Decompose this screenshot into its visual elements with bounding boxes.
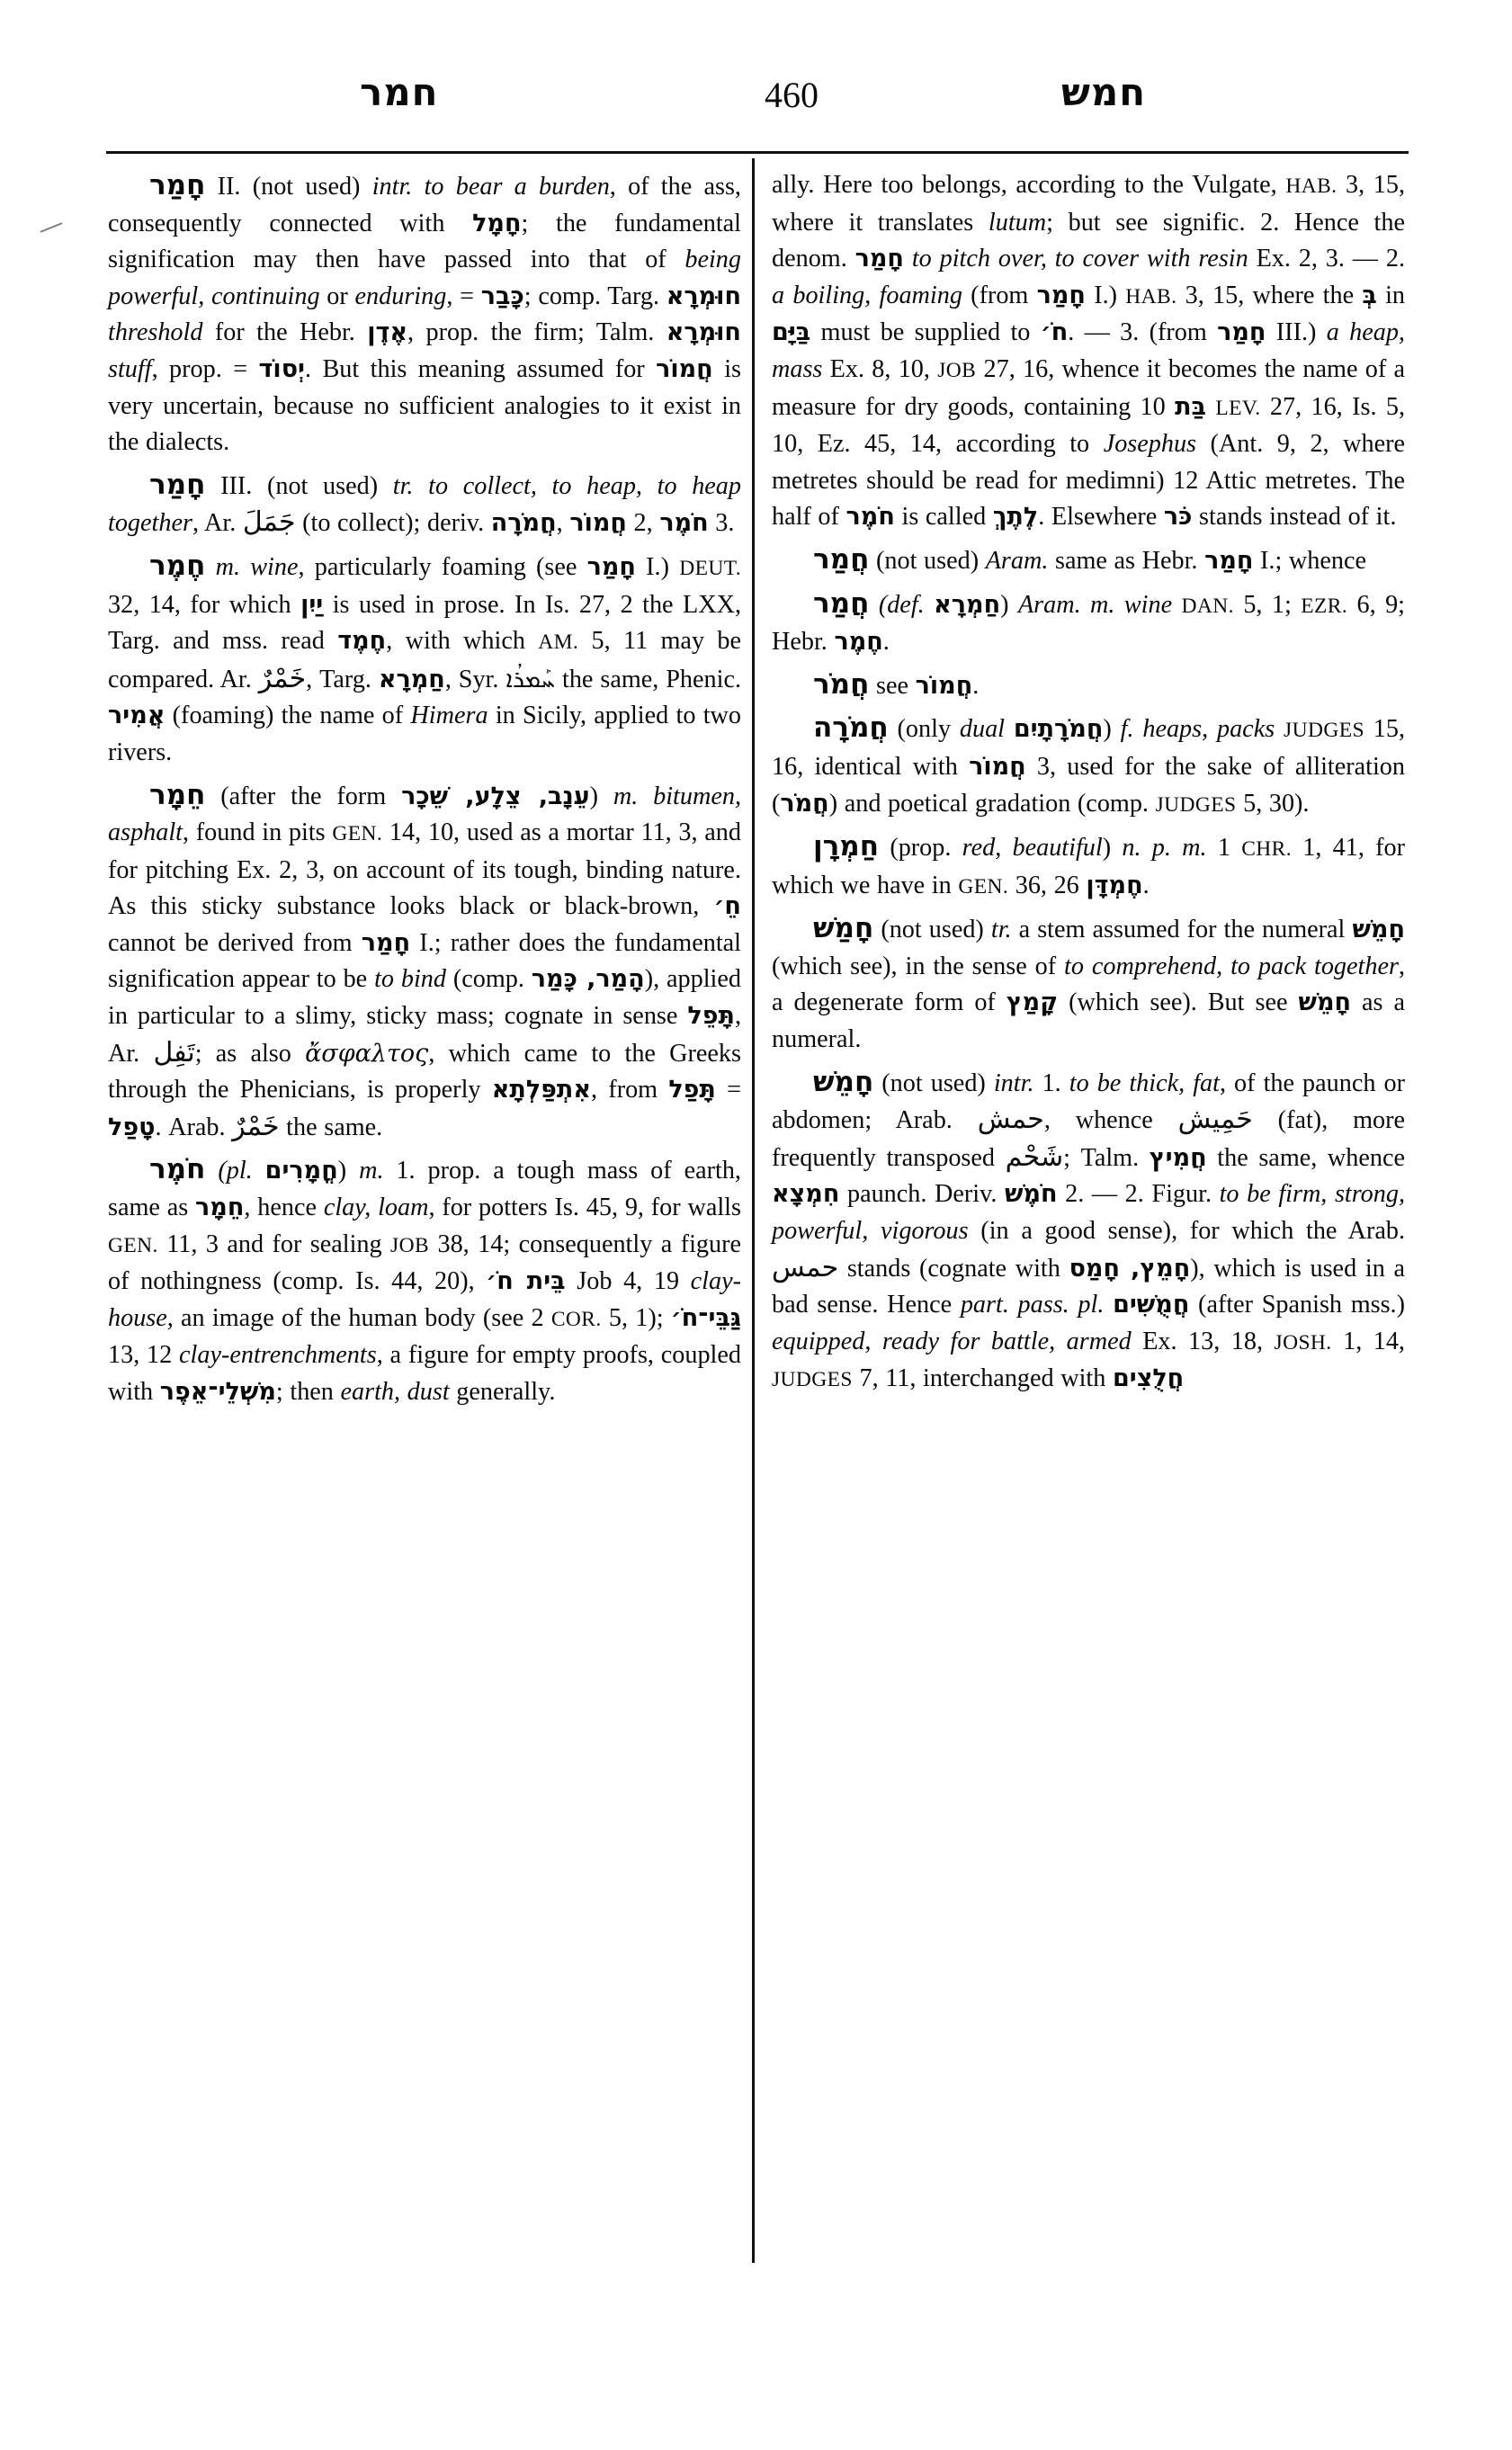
text: = <box>715 1076 741 1104</box>
text: (not used) <box>881 916 991 944</box>
text: ; Talm. <box>1063 1143 1150 1172</box>
text: ) <box>1102 834 1123 863</box>
text: 11, 3 and for sealing <box>157 1229 391 1258</box>
entry-chomer-clay-continuation <box>772 167 1405 536</box>
gloss: to be thick, fat <box>1069 1069 1220 1097</box>
entry-chamran <box>772 828 1405 905</box>
text: ) <box>337 1157 360 1185</box>
hebrew-word: חֲמוֹר <box>656 354 713 383</box>
text: . But this meaning assumed for <box>305 354 657 383</box>
hebrew-word: בְּ <box>1362 281 1377 309</box>
text: , of the ass, consequently connected with <box>108 173 741 237</box>
hebrew-word: חֶמֶר <box>834 628 883 657</box>
text: is called <box>894 503 993 532</box>
hebrew-word: חֶמְדָּן <box>1086 871 1143 899</box>
left-column <box>108 167 741 1411</box>
hebrew-word: חֳמָרִים <box>264 1157 338 1185</box>
text: (fat), more frequently transposed <box>772 1106 1405 1172</box>
text: ) <box>1103 715 1121 744</box>
text: 3, 15, where the <box>1176 281 1363 309</box>
hebrew-word: חֲמֹר <box>780 789 829 818</box>
text: , prop. the firm; Talm. <box>407 318 667 347</box>
text: ; then <box>275 1378 341 1406</box>
hebrew-word: חָמַר <box>1036 281 1086 309</box>
gloss: red, beautiful <box>962 834 1103 863</box>
gloss: clay-house <box>108 1267 742 1332</box>
hebrew-word: חֹמֶר <box>659 509 709 538</box>
grammar-label: tr. <box>990 916 1012 944</box>
scripture-ref: DEUT. <box>679 556 741 580</box>
text: (after Spanish mss.) <box>1189 1291 1405 1319</box>
text: ), applied in particular to a slimy, sticky mass; cognate in sense <box>108 965 741 1031</box>
text: 3, 15, where it translates <box>772 171 1405 237</box>
grammar-label: n. p. m. <box>1122 834 1207 863</box>
hebrew-word: חַמְרָא <box>934 590 1001 619</box>
scripture-ref: JUDGES <box>1155 792 1237 817</box>
roman-numeral: II. <box>217 173 241 201</box>
lemma-chamash-1: חָמַשׁ <box>813 912 874 945</box>
text: , Syr. <box>444 665 506 693</box>
scripture-ref: DAN. <box>1181 594 1234 618</box>
text: (not used) <box>876 546 986 575</box>
running-head <box>108 70 1412 142</box>
right-column <box>772 167 1405 1399</box>
text: , found in pits <box>183 818 333 847</box>
gloss: stuff <box>108 354 152 383</box>
scripture-ref: JOB <box>390 1233 430 1257</box>
text: 14, 10, used as a mortar 11, 3, and for pitching Ex. 2, 3, on account of its tough, binding nature. As this sticky substance looks black or black-brown, <box>108 818 741 921</box>
text: , Ar. <box>108 1002 741 1068</box>
hebrew-word: חֲלֻצִים <box>1112 1364 1185 1393</box>
text: the same, whence <box>1206 1143 1406 1172</box>
hebrew-word: יַיִן <box>300 590 324 619</box>
text: 2. — 2. Figur. <box>1057 1180 1220 1209</box>
lemma-chamar-aram: חֲמַר <box>813 542 870 576</box>
scripture-ref: JOB <box>937 358 977 382</box>
text: . <box>972 671 980 700</box>
page-number: 460 <box>765 75 819 115</box>
hebrew-word: חָמַר <box>586 552 636 581</box>
text: stands instead of it. <box>1192 503 1397 532</box>
gloss: earth, dust <box>340 1378 450 1406</box>
text: 15, 16, identical with <box>772 715 1405 781</box>
lemma-chamorah: חֲמֹרָה <box>813 711 889 745</box>
arabic-word: تَفِل <box>153 1036 195 1069</box>
text: 2, <box>626 509 660 538</box>
page-scan-artifact <box>40 222 63 233</box>
entry-chamorah <box>772 710 1405 823</box>
text: must be supplied to <box>810 318 1041 347</box>
hebrew-word: בַּת <box>1175 392 1207 421</box>
hebrew-word: הָמַר, כָּמַר <box>531 965 645 994</box>
scripture-ref: CHR. <box>1241 837 1292 862</box>
text: I.; whence <box>1253 546 1367 575</box>
text: . <box>1142 871 1150 899</box>
language-label: Aram. <box>985 546 1049 575</box>
arabic-word: حَمِيش <box>1177 1104 1253 1136</box>
hebrew-word: אֲמִיר <box>108 702 166 730</box>
text: ; comp. Targ. <box>523 282 667 310</box>
text: 1 <box>1206 834 1242 863</box>
greek-word: ἄσφαλτος <box>305 1039 429 1068</box>
scripture-ref: LEV. <box>1215 396 1261 420</box>
text: is very uncertain, because no sufficient analogies to it exist in the dialects. <box>108 354 741 457</box>
hebrew-word: כָּבַר <box>480 282 524 310</box>
scripture-ref: HAB. <box>1285 174 1338 198</box>
text: (from <box>962 281 1037 309</box>
syriac-word: ܚܰܡܪܳܐ <box>505 665 556 693</box>
text: , prop. = <box>151 354 259 383</box>
hebrew-word: טָפַל <box>108 1113 156 1141</box>
text: Job 4, 19 <box>565 1267 691 1296</box>
text: ; as also <box>194 1039 306 1068</box>
text: (in a good sense), for which the Arab. <box>968 1217 1405 1246</box>
scripture-ref: HAB. <box>1125 284 1177 308</box>
hebrew-word: אֶדֶן <box>367 318 408 347</box>
text <box>1005 715 1014 743</box>
lemma-chomer: חֹמֶר <box>149 1153 206 1186</box>
gloss: threshold <box>108 318 203 347</box>
hebrew-word: חָמַר <box>1204 546 1254 575</box>
gloss: a heap, mass <box>772 318 1405 383</box>
text: ) <box>589 782 613 810</box>
text: . Arab. <box>155 1113 233 1141</box>
header-rule <box>106 151 1409 154</box>
proper-name: Himera <box>410 702 488 730</box>
gloss: enduring <box>354 282 447 310</box>
text: (def. <box>878 590 935 619</box>
text: (not used) <box>266 471 393 500</box>
lemma-chemar: חֵמָר <box>149 778 206 811</box>
text: (which see), in the sense of <box>772 952 1065 980</box>
lemma-chamash-2: חָמֵשׁ <box>813 1065 874 1098</box>
text: . <box>882 628 890 657</box>
text: (foaming) the name of <box>165 702 411 730</box>
scripture-ref: EZR. <box>1301 594 1348 618</box>
text: ; but see signific. 2. Hence the denom. <box>772 208 1405 273</box>
text: as a numeral. <box>772 988 1406 1054</box>
text: same as Hebr. <box>1048 546 1205 575</box>
text: , = <box>446 282 481 310</box>
hebrew-word: כֹּר <box>1163 503 1193 532</box>
arabic-word: خَمْرٌ <box>232 1110 280 1142</box>
text: or <box>319 282 355 310</box>
text: , from <box>591 1076 669 1104</box>
lemma-chamar-aram-wine: חֲמַר <box>813 586 870 620</box>
arabic-word: حمس <box>772 1251 839 1283</box>
gloss: a boiling, foaming <box>772 281 962 309</box>
text: Ex. 8, 10, <box>822 354 938 383</box>
running-head-left-headword: חמר <box>360 70 439 114</box>
text: 7, 11, interchanged with <box>852 1364 1113 1393</box>
entry-chamash-1 <box>772 910 1405 1058</box>
text: (to collect); deriv. <box>295 509 491 538</box>
grammar-label: intr. <box>993 1069 1034 1097</box>
text: see <box>876 671 916 700</box>
text: in <box>1376 281 1405 309</box>
hebrew-word: חֲמֻשִׁים <box>1113 1291 1190 1319</box>
text: ), which is used in a bad sense. Hence <box>772 1254 1405 1319</box>
text: I.) <box>1085 281 1126 309</box>
text: , whence <box>1043 1106 1178 1135</box>
text: ally. Here too belongs, according to the Vulgate, <box>772 171 1286 199</box>
entry-chamar-3 <box>108 467 741 542</box>
text: is used in prose. In Is. 27, 2 the LXX, Targ. and mss. read <box>108 590 741 656</box>
hebrew-word: חָמַר <box>1217 318 1266 347</box>
text: , <box>556 509 570 538</box>
hebrew-word: קָמַץ <box>1006 988 1059 1017</box>
text: 5, 1; <box>1233 590 1302 619</box>
text: , particularly foaming (see <box>298 552 587 581</box>
entry-chomer-clay <box>108 1151 741 1410</box>
gloss: m. wine <box>215 552 299 581</box>
column-divider-rule <box>752 158 755 2263</box>
arabic-word: جَمَلَ <box>242 506 296 539</box>
text: (prop. <box>890 834 962 863</box>
entry-chamor-cross-reference <box>772 666 1405 705</box>
roman-numeral: III. <box>220 471 253 500</box>
text: 38, 14; consequently a figure of nothingness (comp. Is. 44, 20), <box>108 1229 741 1296</box>
text: 27, 16, whence it becomes the name of a measure for dry goods, containing 10 <box>772 354 1405 421</box>
scripture-ref: JOSH. <box>1274 1330 1332 1355</box>
text <box>1206 393 1215 421</box>
text: 27, 16, Is. 5, 10, Ez. 45, 14, according to <box>772 392 1405 459</box>
text: ) <box>1000 590 1018 619</box>
hebrew-word: חָמַר <box>854 245 904 273</box>
gloss: to comprehend, to pack together <box>1064 952 1399 980</box>
text: Ex. 13, 18, <box>1131 1327 1275 1355</box>
gloss: clay, loam <box>323 1194 429 1222</box>
gloss: tr. to collect, to heap, to heap together <box>108 471 741 538</box>
hebrew-word: חֵמָר <box>195 1194 245 1222</box>
hebrew-word: חֹ׳ <box>1040 318 1069 347</box>
scripture-ref: GEN. <box>332 822 383 846</box>
text: (after the form <box>220 782 402 810</box>
text: , with which <box>386 627 539 656</box>
hebrew-word: תָּפַל <box>668 1076 716 1104</box>
text: , Ar. <box>192 509 243 538</box>
scripture-ref: GEN. <box>958 874 1009 899</box>
arabic-word: خَمْرٌ <box>258 662 307 694</box>
hebrew-word: חֲמוֹר <box>969 752 1026 781</box>
text: ; the fundamental signification may then have passed into that of <box>108 209 741 274</box>
lemma-chamar-2: חָמַר <box>149 169 206 201</box>
gloss: being powerful, continuing <box>108 246 741 310</box>
text: (Ant. 9, 2, where metretes should be read for medimni) 12 Attic metretes. The half of <box>772 430 1405 532</box>
text: , which came to the Greeks through the Phenicians, is properly <box>108 1039 741 1104</box>
text: generally. <box>449 1378 556 1406</box>
text: the same, Phenic. <box>555 665 741 693</box>
hebrew-word: חֹמֶשׁ <box>1005 1180 1058 1209</box>
text: III.) <box>1266 318 1327 347</box>
hebrew-word: תָּפֵל <box>687 1002 735 1031</box>
hebrew-word: חֲמֹרָה <box>490 509 557 538</box>
lemma-chemer: חֶמֶר <box>149 549 206 582</box>
text: (pl. <box>218 1157 265 1185</box>
text: 36, 26 <box>1008 871 1087 899</box>
gloss: to pitch over, to cover with resin <box>903 245 1248 273</box>
entry-chamar-2 <box>108 167 741 461</box>
entry-chamar-aram <box>772 541 1405 580</box>
text: I.; rather does the fundamental signification appear to be <box>108 928 741 994</box>
gloss: Aram. m. wine <box>1017 590 1173 619</box>
hebrew-word: לֶתֶךְ <box>992 503 1039 532</box>
hebrew-word: חַמְרָא <box>378 665 445 693</box>
text: . — 3. (from <box>1068 318 1218 347</box>
grammar-label: dual <box>959 715 1006 744</box>
text: in Sicily, applied to two rivers. <box>108 702 741 766</box>
text: ) and poetical gradation (comp. <box>828 789 1156 818</box>
text: , of the paunch or abdomen; Arab. <box>772 1069 1405 1135</box>
hebrew-word: חֲמוֹר <box>569 509 627 538</box>
text: 32, 14, for which <box>108 590 301 619</box>
text: (which see). But see <box>1058 988 1299 1017</box>
text: . Elsewhere <box>1038 503 1164 532</box>
text: (not used) <box>881 1069 994 1097</box>
hebrew-word: חֲמִיץ <box>1149 1143 1207 1172</box>
text: , for potters Is. 45, 9, for walls <box>428 1194 741 1222</box>
hebrew-word: בַּיָּם <box>772 318 811 347</box>
hebrew-word: גַּבֵּי־חֹ׳ <box>670 1303 741 1332</box>
hebrew-word: חֲמֹרָתָיִם <box>1013 715 1104 744</box>
scripture-ref: JUDGES <box>1284 719 1364 743</box>
text: 5, 1); <box>601 1303 671 1332</box>
hebrew-word: חוּמְרָא <box>666 282 742 310</box>
text: , an image of the human body (see 2 <box>166 1303 551 1332</box>
hebrew-word: חָמָל <box>472 209 522 237</box>
text: , a figure for empty proofs, coupled with <box>108 1341 741 1406</box>
text: 1. prop. a tough mass of earth, same as <box>108 1157 741 1222</box>
hebrew-word: חָמֵשׁ <box>1352 916 1405 944</box>
entry-chamar-aram-wine <box>772 586 1405 661</box>
text <box>1275 715 1284 743</box>
text: for the Hebr. <box>202 318 368 347</box>
text: cannot be derived from <box>108 928 362 957</box>
text: 3. <box>708 509 735 538</box>
text: 5, 11 may be compared. Ar. <box>108 627 741 693</box>
text: (not used) <box>252 173 372 201</box>
hebrew-word: חָמַר <box>361 928 411 957</box>
latin-word: lutum <box>988 208 1047 237</box>
grammar-label: part. pass. pl. <box>960 1291 1105 1319</box>
scripture-ref: AM. <box>538 630 579 655</box>
hebrew-word: עֵנָב, צֵלָע, שֵׁכָר <box>401 782 590 810</box>
entry-chemar-bitumen <box>108 777 741 1147</box>
hebrew-word: חוּמְרָא <box>666 318 741 347</box>
hebrew-word: חָמֵשׁ <box>1298 988 1352 1017</box>
gloss: equipped, ready for battle, armed <box>772 1327 1132 1355</box>
gloss: m. bitumen, asphalt <box>108 782 741 847</box>
text: 5, 30). <box>1236 789 1310 818</box>
text: (comp. <box>445 965 532 994</box>
lemma-chamor: חֲמֹר <box>813 667 870 701</box>
hebrew-word: חֲמוֹר <box>915 671 973 700</box>
hebrew-word: יְסוֹד <box>258 354 305 383</box>
scripture-ref: GEN. <box>108 1233 158 1257</box>
arabic-word: حمش <box>977 1104 1044 1136</box>
text <box>1104 1291 1113 1319</box>
gloss: m. <box>359 1157 384 1185</box>
hebrew-word: בֵּית חֹ׳ <box>486 1267 566 1296</box>
lemma-chamar-3: חָמַר <box>149 468 206 501</box>
gloss: f. heaps, packs <box>1120 715 1275 744</box>
scripture-ref: JUDGES <box>772 1368 853 1392</box>
hebrew-word: אִתְפַּלְתָא <box>491 1076 592 1104</box>
gloss: clay-entrenchments <box>179 1341 377 1370</box>
proper-name: Josephus <box>1103 430 1197 459</box>
text: the same. <box>279 1113 383 1141</box>
text: 13, 12 <box>108 1341 180 1370</box>
lemma-chamran: חַמְרָן <box>813 830 880 863</box>
text: 3, used for the sake of alliteration ( <box>772 752 1405 818</box>
text: 6, 9; Hebr. <box>772 590 1406 657</box>
hebrew-word: חֵ׳ <box>713 892 741 921</box>
hebrew-word: מִשְׁלֵי־אֵפֶר <box>159 1378 276 1406</box>
entry-chemer-wine <box>108 548 741 772</box>
text: Ex. 2, 3. — 2. <box>1248 245 1405 273</box>
text: (only <box>897 715 960 744</box>
gloss: intr. to bear a burden <box>371 173 610 201</box>
arabic-word: شَحْم <box>1005 1140 1064 1173</box>
text: , hence <box>244 1194 324 1222</box>
hebrew-word: חֶמֶד <box>337 627 387 656</box>
text: 1, 41, for which we have in <box>772 834 1405 899</box>
text: , a degenerate form of <box>772 952 1405 1017</box>
text: 1, 14, <box>1331 1327 1405 1355</box>
hebrew-word: חָמֵץ, חָמַס <box>1069 1254 1191 1283</box>
text: paunch. Deriv. <box>839 1180 1005 1209</box>
text: stands (cognate with <box>838 1254 1069 1283</box>
text: I.) <box>635 552 680 581</box>
text: , Targ. <box>306 665 379 693</box>
text: a stem assumed for the numeral <box>1011 916 1353 944</box>
running-head-right-headword: חמש <box>1061 70 1147 114</box>
scripture-ref: COR. <box>550 1307 602 1331</box>
hebrew-word: חֹמֶר <box>845 503 895 532</box>
entry-chamash-2 <box>772 1064 1405 1399</box>
gloss: to be firm, strong, powerful, vigorous <box>772 1180 1405 1246</box>
text <box>1172 591 1181 619</box>
gloss: to bind <box>374 965 446 994</box>
hebrew-word: חִמְצָא <box>772 1180 840 1209</box>
text: 1. <box>1033 1069 1069 1097</box>
